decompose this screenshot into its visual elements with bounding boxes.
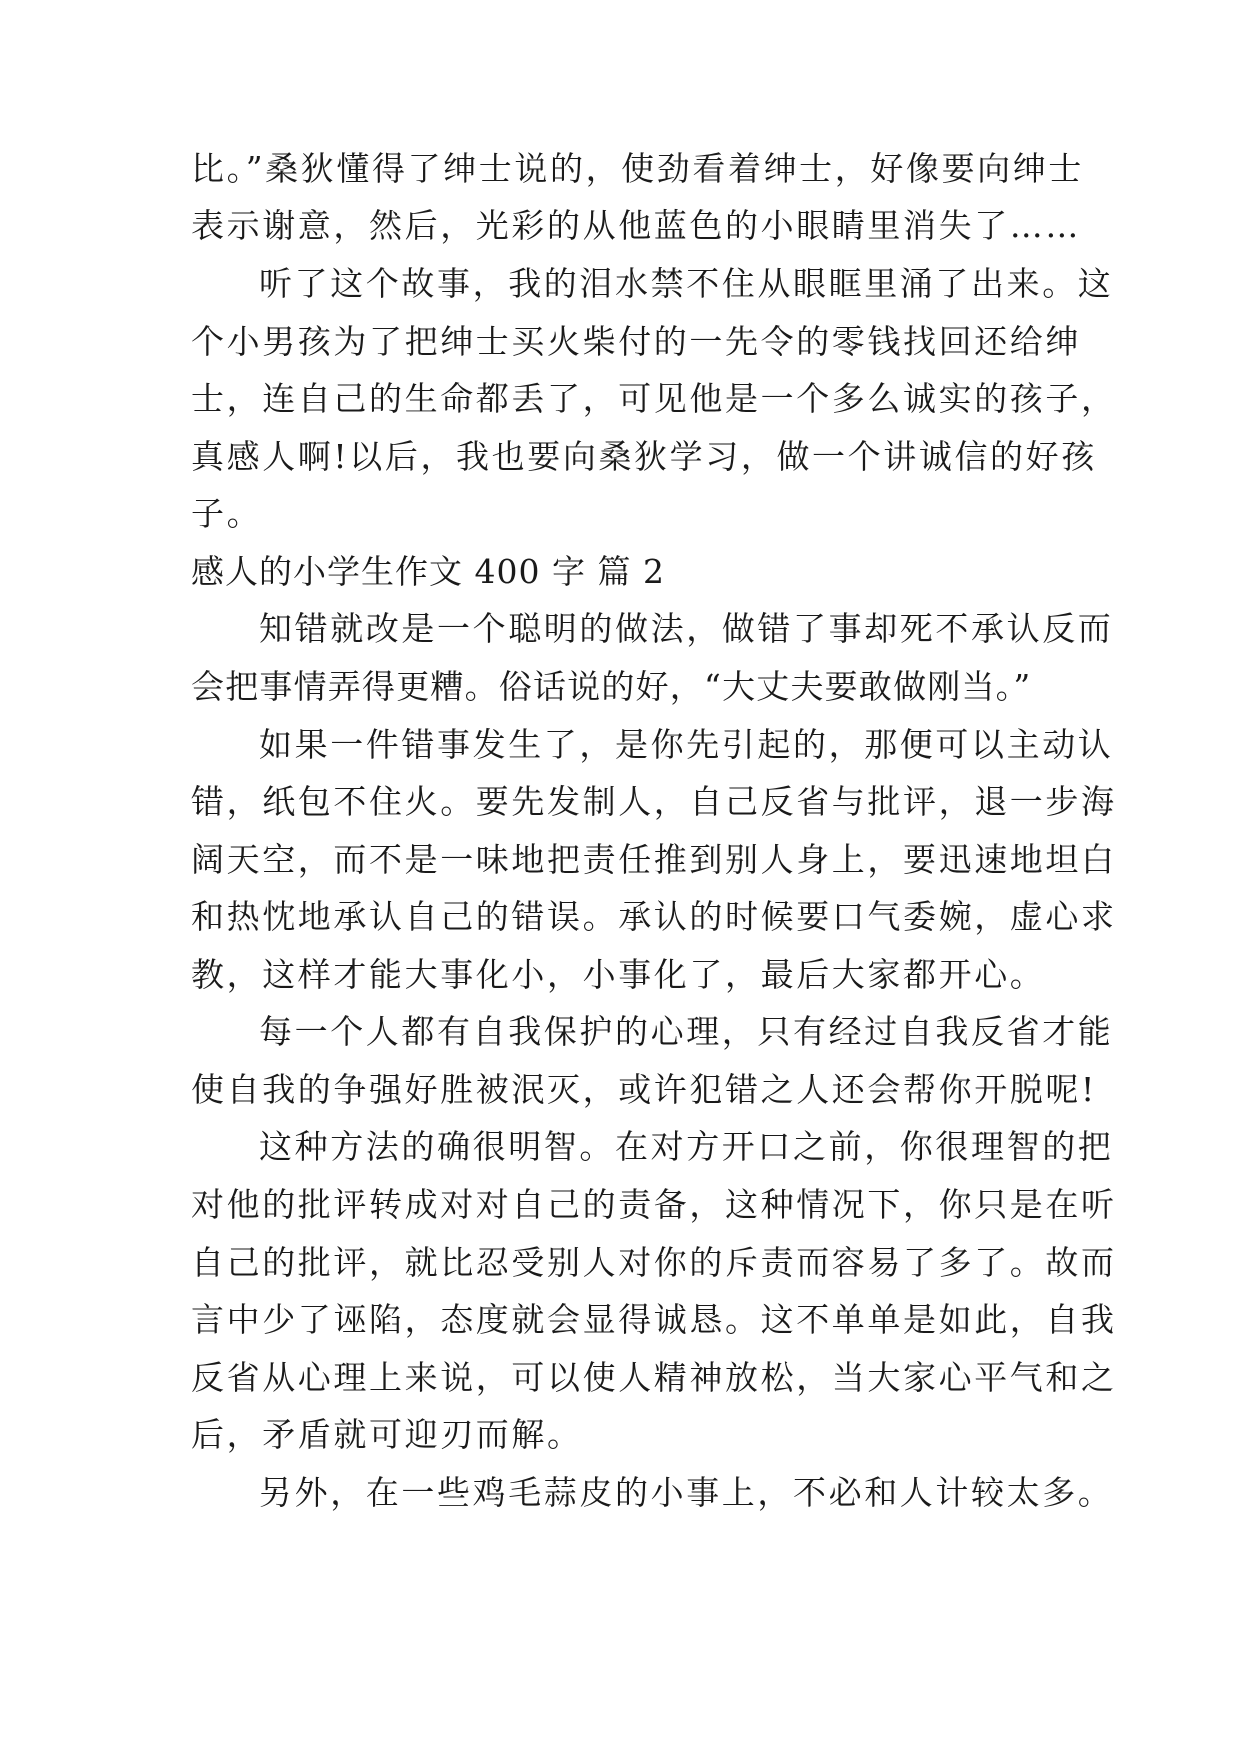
paragraph-start: 这种方法的确很明智。在对方开口之前，你很理智的把: [259, 1127, 1114, 1166]
text-line: 子。: [191, 494, 263, 533]
text-line: 对他的批评转成对对自己的责备，这种情况下，你只是在听: [191, 1185, 1117, 1224]
paragraph-start: 每一个人都有自我保护的心理，只有经过自我反省才能: [259, 1012, 1114, 1051]
text-line: 自己的批评，就比忍受别人对你的斥责而容易了多了。故而: [191, 1243, 1117, 1282]
text-line: 会把事情弄得更糟。俗话说的好，“大丈夫要敢做刚当。”: [191, 667, 1032, 706]
text-line: 使自我的争强好胜被泯灭，或许犯错之人还会帮你开脱呢!: [191, 1070, 1097, 1109]
paragraph-start: 听了这个故事，我的泪水禁不住从眼眶里涌了出来。这: [259, 264, 1114, 303]
text-line: 教，这样才能大事化小，小事化了，最后大家都开心。: [191, 955, 1046, 994]
text-line: 错，纸包不住火。要先发制人，自己反省与批评，退一步海: [191, 782, 1117, 821]
text-line: 阔天空，而不是一味地把责任推到别人身上，要迅速地坦白: [191, 840, 1117, 879]
text-line: 表示谢意，然后，光彩的从他蓝色的小眼睛里消失了……: [191, 206, 1081, 245]
section-heading: 感人的小学生作文 400 字 篇 2: [191, 552, 665, 591]
text-line: 言中少了诬陷，态度就会显得诚恳。这不单单是如此，自我: [191, 1300, 1117, 1339]
text-line: 个小男孩为了把绅士买火柴付的一先令的零钱找回还给绅: [191, 322, 1081, 361]
text-line: 后，矛盾就可迎刃而解。: [191, 1415, 583, 1454]
text-line: 比。”桑狄懂得了绅士说的，使劲看着绅士，好像要向绅士: [191, 149, 1084, 188]
paragraph-start: 另外，在一些鸡毛蒜皮的小事上，不必和人计较太多。: [259, 1473, 1114, 1512]
text-line: 反省从心理上来说，可以使人精神放松，当大家心平气和之: [191, 1358, 1117, 1397]
text-line: 真感人啊!以后，我也要向桑狄学习，做一个讲诚信的好孩: [191, 437, 1097, 476]
text-line: 士，连自己的生命都丢了，可见他是一个多么诚实的孩子，: [191, 379, 1117, 418]
paragraph-start: 如果一件错事发生了，是你先引起的，那便可以主动认: [259, 725, 1114, 764]
text-line: 和热忱地承认自己的错误。承认的时候要口气委婉，虚心求: [191, 897, 1117, 936]
paragraph-start: 知错就改是一个聪明的做法，做错了事却死不承认反而: [259, 609, 1114, 648]
